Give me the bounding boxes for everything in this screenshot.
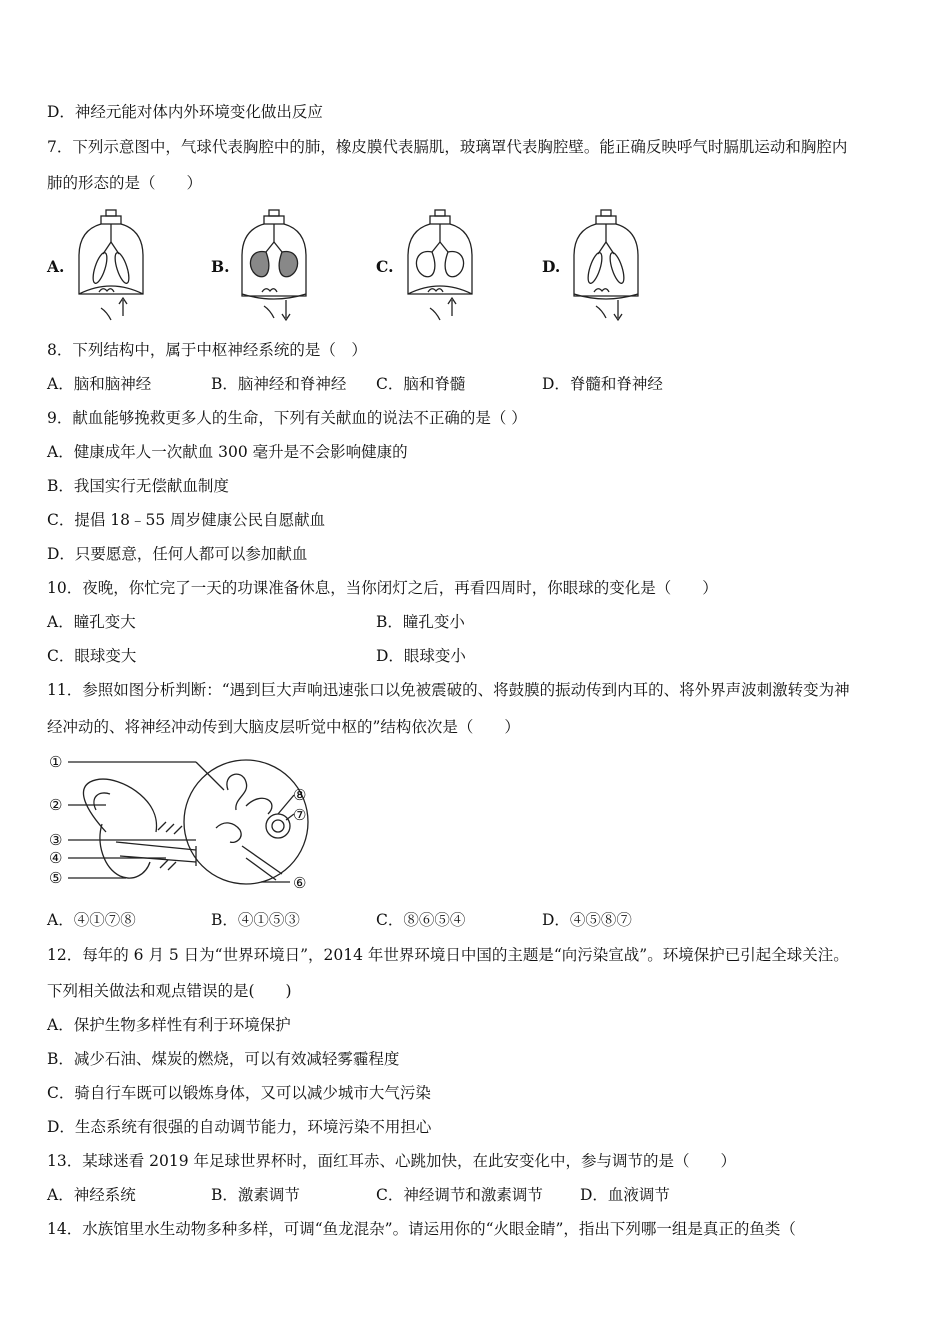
q14-stem: 14．水族馆里水生动物多种多样，可调“鱼龙混杂”。请运用你的“火眼金睛”，指出下列哪一组是真正的鱼类（ <box>47 1220 796 1238</box>
q8-stem: 8．下列结构中，属于中枢神经系统的是（ ） <box>47 341 367 359</box>
bell-jar-diagram-c <box>404 208 484 323</box>
q7-label-b: B. <box>211 257 230 276</box>
q11-option-d: D．④⑤⑧⑦ <box>542 911 632 929</box>
q7-label-a: A. <box>47 257 65 276</box>
ear-structure-diagram <box>46 750 326 898</box>
ear-label-6: ⑥ <box>293 874 307 892</box>
ear-label-8: ⑧ <box>293 786 307 804</box>
q13-stem: 13．某球迷看 2019 年足球世界杯时，面红耳赤、心跳加快，在此安变化中，参与调节的是（ ） <box>47 1152 737 1170</box>
bell-jar-diagram-a <box>75 208 155 323</box>
q12-option-b: B．减少石油、煤炭的燃烧，可以有效减轻雾霾程度 <box>47 1050 400 1068</box>
q6-option-d: D．神经元能对体内外环境变化做出反应 <box>47 103 323 121</box>
q10-option-c: C．眼球变大 <box>47 647 137 665</box>
q10-option-a: A．瞳孔变大 <box>47 613 136 631</box>
q9-option-a: A．健康成年人一次献血 300 毫升是不会影响健康的 <box>47 443 408 461</box>
ear-label-7: ⑦ <box>293 806 307 824</box>
q10-option-b: B．瞳孔变小 <box>376 613 465 631</box>
q11-stem-line-2: 经冲动的、将神经冲动传到大脑皮层听觉中枢的”结构依次是（ ） <box>47 718 520 736</box>
q7-label-c: C. <box>376 257 394 276</box>
q13-option-b: B．激素调节 <box>211 1186 300 1204</box>
ear-label-3: ③ <box>49 831 63 849</box>
q13-option-a: A．神经系统 <box>47 1186 136 1204</box>
bell-jar-diagram-b <box>238 208 318 323</box>
q9-option-b: B．我国实行无偿献血制度 <box>47 477 229 495</box>
q12-stem-line-1: 12．每年的 6 月 5 日为“世界环境日”，2014 年世界环境日中国的主题是“向污染宣战”。环境保护已引起全球关注。 <box>47 946 849 964</box>
ear-label-2: ② <box>49 796 63 814</box>
q13-option-c: C．神经调节和激素调节 <box>376 1186 543 1204</box>
q9-stem: 9．献血能够挽救更多人的生命，下列有关献血的说法不正确的是（ ） <box>47 409 527 427</box>
q8-option-a: A．脑和脑神经 <box>47 375 152 393</box>
q9-option-d: D．只要愿意，任何人都可以参加献血 <box>47 545 308 563</box>
q12-option-d: D．生态系统有很强的自动调节能力，环境污染不用担心 <box>47 1118 432 1136</box>
ear-label-5: ⑤ <box>49 869 63 887</box>
q7-stem-line-2: 肺的形态的是（ ） <box>47 174 203 192</box>
q8-option-d: D．脊髓和脊神经 <box>542 375 663 393</box>
q9-option-c: C．提倡 18﹣55 周岁健康公民自愿献血 <box>47 511 326 529</box>
q10-option-d: D．眼球变小 <box>376 647 466 665</box>
ear-label-4: ④ <box>49 849 63 867</box>
q7-label-d: D. <box>542 257 561 276</box>
q13-option-d: D．血液调节 <box>580 1186 670 1204</box>
q12-option-a: A．保护生物多样性有利于环境保护 <box>47 1016 291 1034</box>
q12-stem-line-2: 下列相关做法和观点错误的是( ) <box>47 982 292 1000</box>
q11-option-b: B．④①⑤③ <box>211 911 300 929</box>
q12-option-c: C．骑自行车既可以锻炼身体，又可以减少城市大气污染 <box>47 1084 431 1102</box>
q7-stem-line-1: 7．下列示意图中，气球代表胸腔中的肺，橡皮膜代表膈肌，玻璃罩代表胸腔壁。能正确反映呼气时膈肌运动和胸腔内 <box>47 138 848 156</box>
q11-stem-line-1: 11．参照如图分析判断：“遇到巨大声响迅速张口以免被震破的、将鼓膜的振动传到内耳的、将外界声波刺激转变为神 <box>47 681 850 699</box>
q10-stem: 10．夜晚，你忙完了一天的功课准备休息，当你闭灯之后，再看四周时，你眼球的变化是（ ） <box>47 579 718 597</box>
ear-label-1: ① <box>49 753 63 771</box>
bell-jar-diagram-d <box>570 208 650 323</box>
q8-option-c: C．脑和脊髓 <box>376 375 466 393</box>
q8-option-b: B．脑神经和脊神经 <box>211 375 347 393</box>
q11-option-a: A．④①⑦⑧ <box>47 911 136 929</box>
q11-option-c: C．⑧⑥⑤④ <box>376 911 466 929</box>
